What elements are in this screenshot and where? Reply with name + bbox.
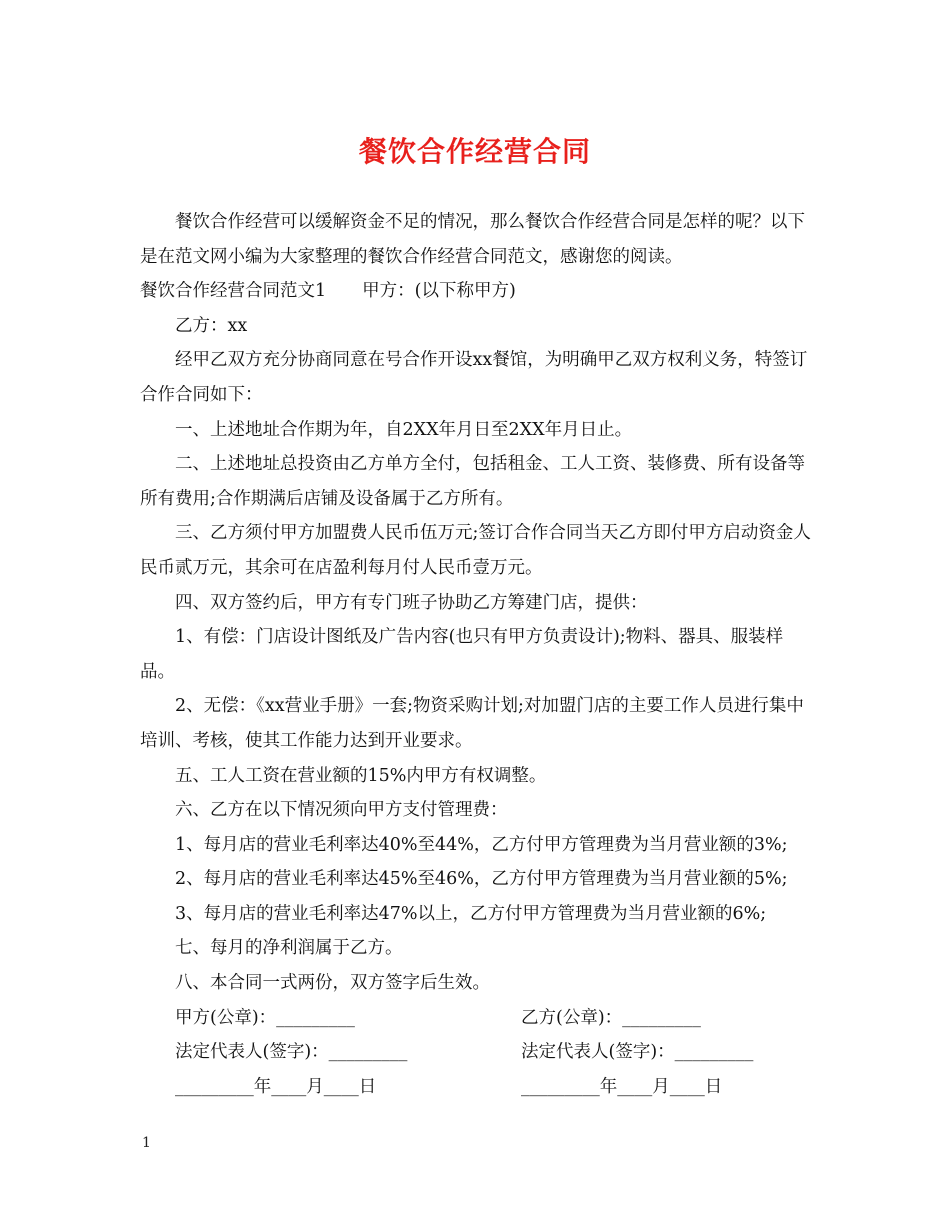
party-b-representative: 法定代表人(签字)：_________: [521, 1042, 754, 1063]
clause-4-item-1: 1、有偿：门店设计图纸及广告内容(也只有甲方负责设计);物料、器具、服装样品。: [140, 627, 784, 682]
clause-3: 三、乙方须付甲方加盟费人民币伍万元;签订合作合同当天乙方即付甲方启动资金人民币贰万元，其余可在店盈利每月付人民币壹万元。: [140, 523, 811, 578]
clause-6-item-3: 3、每月店的营业毛利率达47%以上，乙方付甲方管理费为当月营业额的6%;: [175, 903, 767, 924]
party-b-line: 乙方：xx: [175, 315, 248, 336]
seal-row: [140, 1001, 812, 1036]
clause-2: 二、上述地址总投资由乙方单方全付，包括租金、工人工资、装修费、所有设备等所有费用;合作期满后店铺及设备属于乙方所有。: [140, 454, 805, 509]
document-title: 餐饮合作经营合同: [358, 135, 591, 168]
intro-paragraph: 餐饮合作经营可以缓解资金不足的情况，那么餐饮合作经营合同是怎样的呢？以下是在范文网小编为大家整理的餐饮合作经营合同范文，感谢您的阅读。: [140, 212, 805, 267]
clause-7: 七、每月的净利润属于乙方。: [175, 938, 403, 959]
preamble-paragraph: 经甲乙双方充分协商同意在号合作开设xx餐馆，为明确甲乙双方权利义务，特签订合作合同如下：: [140, 350, 808, 405]
party-b-seal: 乙方(公章)：_________: [521, 1007, 701, 1028]
document-body: [140, 205, 812, 1104]
clause-6-item-2: 2、每月店的营业毛利率达45%至46%，乙方付甲方管理费为当月营业额的5%;: [175, 869, 788, 890]
date-row: [140, 1070, 812, 1105]
party-a-date: _________年____月____日: [175, 1076, 377, 1097]
clause-4: 四、双方签约后，甲方有专门班子协助乙方筹建门店，提供：: [175, 592, 648, 613]
party-a-line: 甲方：(以下称甲方): [362, 281, 516, 302]
clause-6: 六、乙方在以下情况须向甲方支付管理费：: [175, 800, 508, 821]
representative-row: [140, 1035, 812, 1070]
page-number: 1: [142, 1135, 151, 1151]
clause-6-item-1: 1、每月店的营业毛利率达40%至44%，乙方付甲方管理费为当月营业额的3%;: [175, 834, 788, 855]
party-b-date: _________年____月____日: [521, 1076, 723, 1097]
party-a-representative: 法定代表人(签字)：_________: [175, 1042, 408, 1063]
clause-5: 五、工人工资在营业额的15%内甲方有权调整。: [175, 765, 547, 786]
clause-8: 八、本合同一式两份，双方签字后生效。: [175, 973, 490, 994]
party-a-seal: 甲方(公章)：_________: [175, 1007, 355, 1028]
sample-heading: 餐饮合作经营合同范文1: [140, 281, 327, 302]
clause-1: 一、上述地址合作期为年，自2XX年月日至2XX年月日止。: [175, 419, 633, 440]
clause-4-item-2: 2、无偿：《xx营业手册》一套;物资采购计划;对加盟门店的主要工作人员进行集中培训、考核，使其工作能力达到开业要求。: [140, 696, 804, 751]
sample-heading-line: [140, 274, 812, 309]
